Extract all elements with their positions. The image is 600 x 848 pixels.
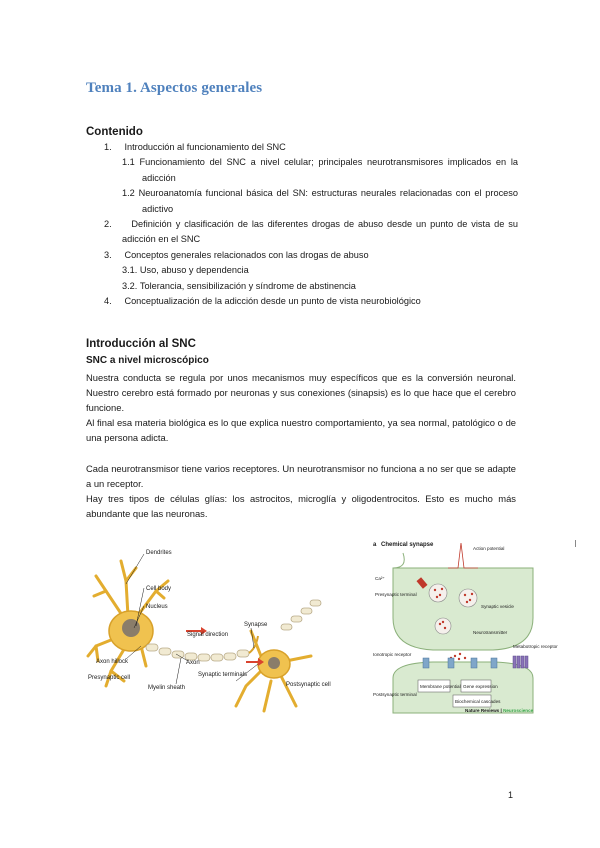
toc-num: 4. [104,296,112,307]
label-dendrites: Dendrites [146,550,172,556]
label-membrane-potential: Membrane potential [420,684,461,689]
toc-item [86,294,518,309]
label-nucleus: Nucleus [146,604,168,610]
toc-text: Conceptualización de la adicción desde un punto de vista neurobiológico [124,296,421,307]
label-cell-body: Cell body [146,586,172,592]
label-myelin-sheath: Myelin sheath [148,685,186,691]
toc-num: 2. [104,219,112,230]
margin-mark [575,540,576,547]
toc-text: Conceptos generales relacionados con las drogas de abuso [124,249,369,260]
neuron-diagram [86,536,331,721]
toc-text: Definición y clasificación de las diferentes drogas de abuso desde un punto de vista de su adicción en el SNC [122,219,518,245]
chemical-synapse-diagram [373,538,558,713]
label-synaptic-terminals: Synaptic terminals [198,672,248,678]
toc-num: 3. [104,249,112,260]
toc-text: Funcionamiento del SNC a nivel celular; principales neurotransmisores implicados en la adicción [139,157,518,183]
label-presynaptic-cell: Presynaptic cell [88,675,131,681]
toc-num: 1. [104,142,112,152]
toc-item [86,186,518,217]
toc-item [86,248,518,263]
toc-num: 1.2 [122,188,135,199]
toc-text: Tolerancia, sensibilización y síndrome de abstinencia [139,280,356,291]
label-gene-expression: Gene expression [463,684,498,689]
postsynaptic-nucleus [268,657,280,669]
section-heading: Introducción al SNC [86,338,196,350]
label-neurotransmitter: Neurotransmitter [473,630,508,635]
toc-num: 3.2. [122,280,138,291]
label-synaptic-vesicle: Synaptic vesicle [481,604,514,609]
page-title: Tema 1. Aspectos generales [86,80,263,96]
toc-item [86,155,518,186]
label-postsynaptic-cell: Postsynaptic cell [286,682,331,688]
toc-text: Introducción al funcionamiento del SNC [124,142,286,152]
paragraph: Cada neurotransmisor tiene varios receptores. Un neurotransmisor no funciona a no ser que se adapte a un receptor. [86,463,516,490]
label-axon: Axon [186,660,200,666]
label-presynaptic-terminal: Presynaptic terminal [375,592,417,597]
label-synapse: Synapse [244,622,268,628]
contenido-heading: Contenido [86,126,143,138]
label-ionotropic-receptor: Ionotropic receptor [373,652,412,657]
label-metabotropic-receptor: Metabotropic receptor [513,644,558,649]
paragraph: Hay tres tipos de células glías: los astrocitos, microglía y oligodentrocitos. Esto es mucho más abundante que las neuronas. [86,493,516,520]
toc-item [86,140,518,155]
label-action-potential: Action potential [473,546,505,551]
label-axon-hillock: Axon hillock [96,659,129,665]
toc-text: Uso, abuso y dependencia [139,265,249,276]
paragraph: Nuestra conducta se regula por unos mecanismos muy específicos que es la conversión neuronal. Nuestro cerebro está formado por neuronas y sus conexiones (sinapsis) es lo que hace que el cerebro funcione. [86,372,516,414]
label-postsynaptic-terminal: Postsynaptic terminal [373,692,417,697]
toc-item [86,263,518,278]
label-signal: Signal direction [187,632,229,638]
table-of-contents [86,140,518,309]
section-subheading: SNC a nivel microscópico [86,355,209,366]
postsynaptic-axon-myelin [281,600,321,630]
paragraph: Al final esa materia biológica es lo que explica nuestro comportamiento, ya sea normal, patológico o de una persona adicta. [86,417,516,444]
page-number: 1 [508,790,514,800]
presynaptic-nucleus [122,619,140,637]
presynaptic-terminal-shape [393,568,533,650]
toc-num: 3.1. [122,265,138,276]
toc-item [86,279,518,294]
toc-num: 1.1 [122,157,135,168]
toc-item [86,217,518,248]
label-biochemical-cascades: Biochemical cascades [455,699,501,704]
synapse-title: Chemical synapse [381,542,434,548]
panel-letter: a [373,542,377,548]
label-ca: Ca²⁺ [375,576,385,581]
myelin-sheath-segments [146,644,249,661]
credit-line: Nature Reviews | Neuroscience [465,708,534,713]
toc-text: Neuroanatomía funcional básica del SN: estructuras neurales relacionadas con el proceso adictivo [138,188,518,214]
